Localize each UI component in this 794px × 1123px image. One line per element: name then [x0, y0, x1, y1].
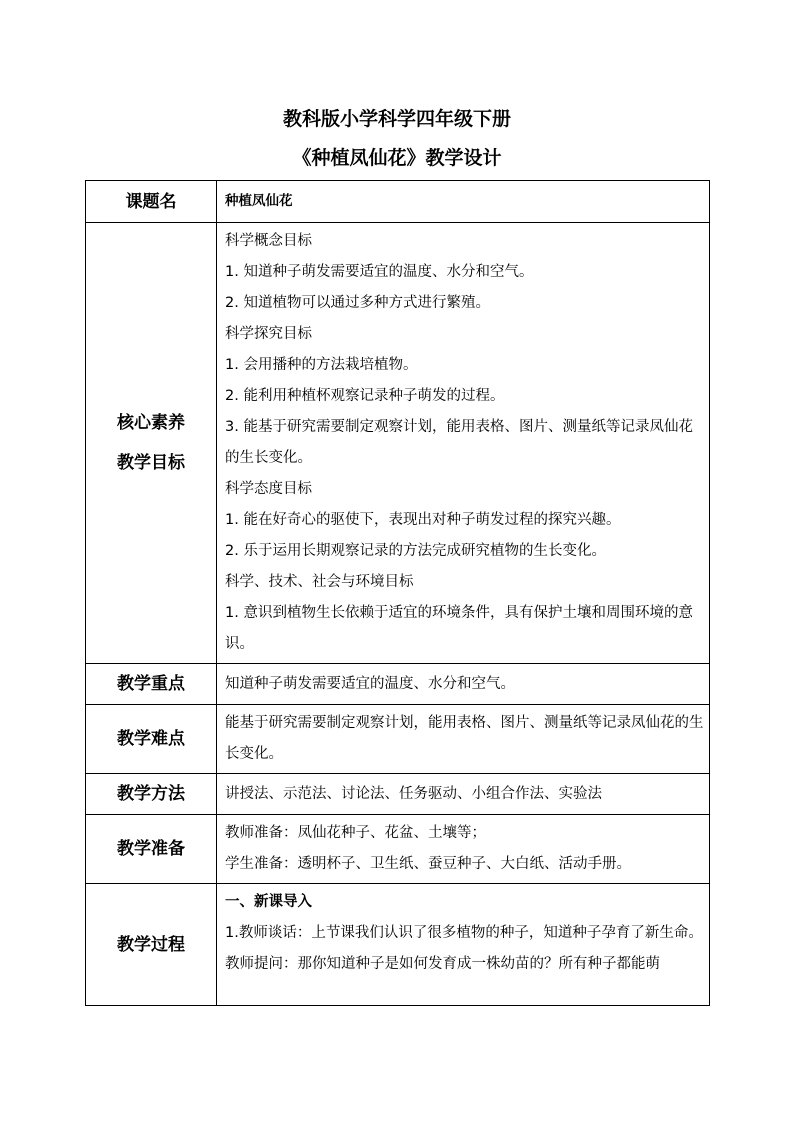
objective-item: 1. 知道种子萌发需要适宜的温度、水分和空气。 — [225, 264, 534, 280]
objectives-row — [86, 223, 710, 664]
objectives-label — [86, 223, 217, 664]
objectives-label-line1: 核心素养 — [117, 413, 185, 433]
difficulty-row — [86, 705, 710, 774]
teacher-preparation: 教师准备：凤仙花种子、花盆、土壤等； — [225, 825, 486, 841]
objective-heading-concept: 科学概念目标 — [225, 233, 312, 249]
objective-item: 1. 意识到植物生长依赖于适宜的环境条件，具有保护土壤和周围环境的意识。 — [225, 605, 693, 652]
objective-item: 3. 能基于研究需要制定观察计划，能用表格、图片、测量纸等记录凤仙花的生长变化。 — [225, 419, 693, 466]
methods-value — [217, 774, 710, 815]
process-content — [217, 884, 710, 1006]
objective-item: 1. 会用播种的方法栽培植物。 — [225, 357, 418, 373]
difficulty-value — [217, 705, 710, 774]
lesson-plan-table — [85, 180, 710, 1006]
process-label-text: 教学过程 — [117, 934, 185, 955]
methods-label — [86, 774, 217, 815]
methods-label-text: 教学方法 — [117, 784, 185, 804]
difficulty-label — [86, 705, 217, 774]
objective-item: 2. 乐于运用长期观察记录的方法完成研究植物的生长变化。 — [225, 543, 606, 559]
process-line: 1.教师谈话：上节课我们认识了很多植物的种子，知道种子孕育了新生命。 — [225, 925, 703, 941]
methods-text: 讲授法、示范法、讨论法、任务驱动、小组合作法、实验法 — [225, 785, 602, 802]
preparation-row — [86, 815, 710, 884]
difficulty-text: 能基于研究需要制定观察计划，能用表格、图片、测量纸等记录凤仙花的生长变化。 — [225, 715, 704, 762]
process-label — [86, 884, 217, 1006]
objective-item: 2. 能利用种植杯观察记录种子萌发的过程。 — [225, 388, 505, 404]
process-row — [86, 884, 710, 1006]
topic-value — [217, 181, 710, 223]
objective-item: 2. 知道植物可以通过多种方式进行繁殖。 — [225, 295, 490, 311]
objective-heading-attitude: 科学态度目标 — [225, 481, 312, 497]
objective-item: 1. 能在好奇心的驱使下，表现出对种子萌发过程的探究兴趣。 — [225, 512, 621, 528]
objectives-content — [217, 223, 710, 664]
objective-heading-inquiry: 科学探究目标 — [225, 326, 312, 342]
methods-row — [86, 774, 710, 815]
objective-heading-society: 科学、技术、社会与环境目标 — [225, 574, 414, 590]
key-point-text: 知道种子萌发需要适宜的温度、水分和空气。 — [225, 675, 515, 692]
lesson-title: 《种植凤仙花》教学设计 — [292, 147, 502, 169]
preparation-label — [86, 815, 217, 884]
objectives-label-line2: 教学目标 — [117, 453, 185, 473]
preparation-label-text: 教学准备 — [117, 839, 185, 859]
process-line: 教师提问：那你知道种子是如何发育成一株幼苗的？所有种子都能萌 — [225, 956, 660, 972]
topic-label — [86, 181, 217, 223]
topic-label-text: 课题名 — [125, 191, 177, 212]
process-section-title: 一、新课导入 — [225, 894, 312, 910]
key-point-label-text: 教学重点 — [117, 674, 185, 694]
key-point-label — [86, 664, 217, 705]
difficulty-label-text: 教学难点 — [117, 729, 185, 749]
key-point-row — [86, 664, 710, 705]
topic-row — [86, 181, 710, 223]
key-point-value — [217, 664, 710, 705]
preparation-value — [217, 815, 710, 884]
student-preparation: 学生准备：透明杯子、卫生纸、蚕豆种子、大白纸、活动手册。 — [225, 856, 631, 872]
document-title: 教科版小学科学四年级下册 — [282, 108, 511, 130]
topic-value-text: 种植凤仙花 — [225, 193, 293, 209]
